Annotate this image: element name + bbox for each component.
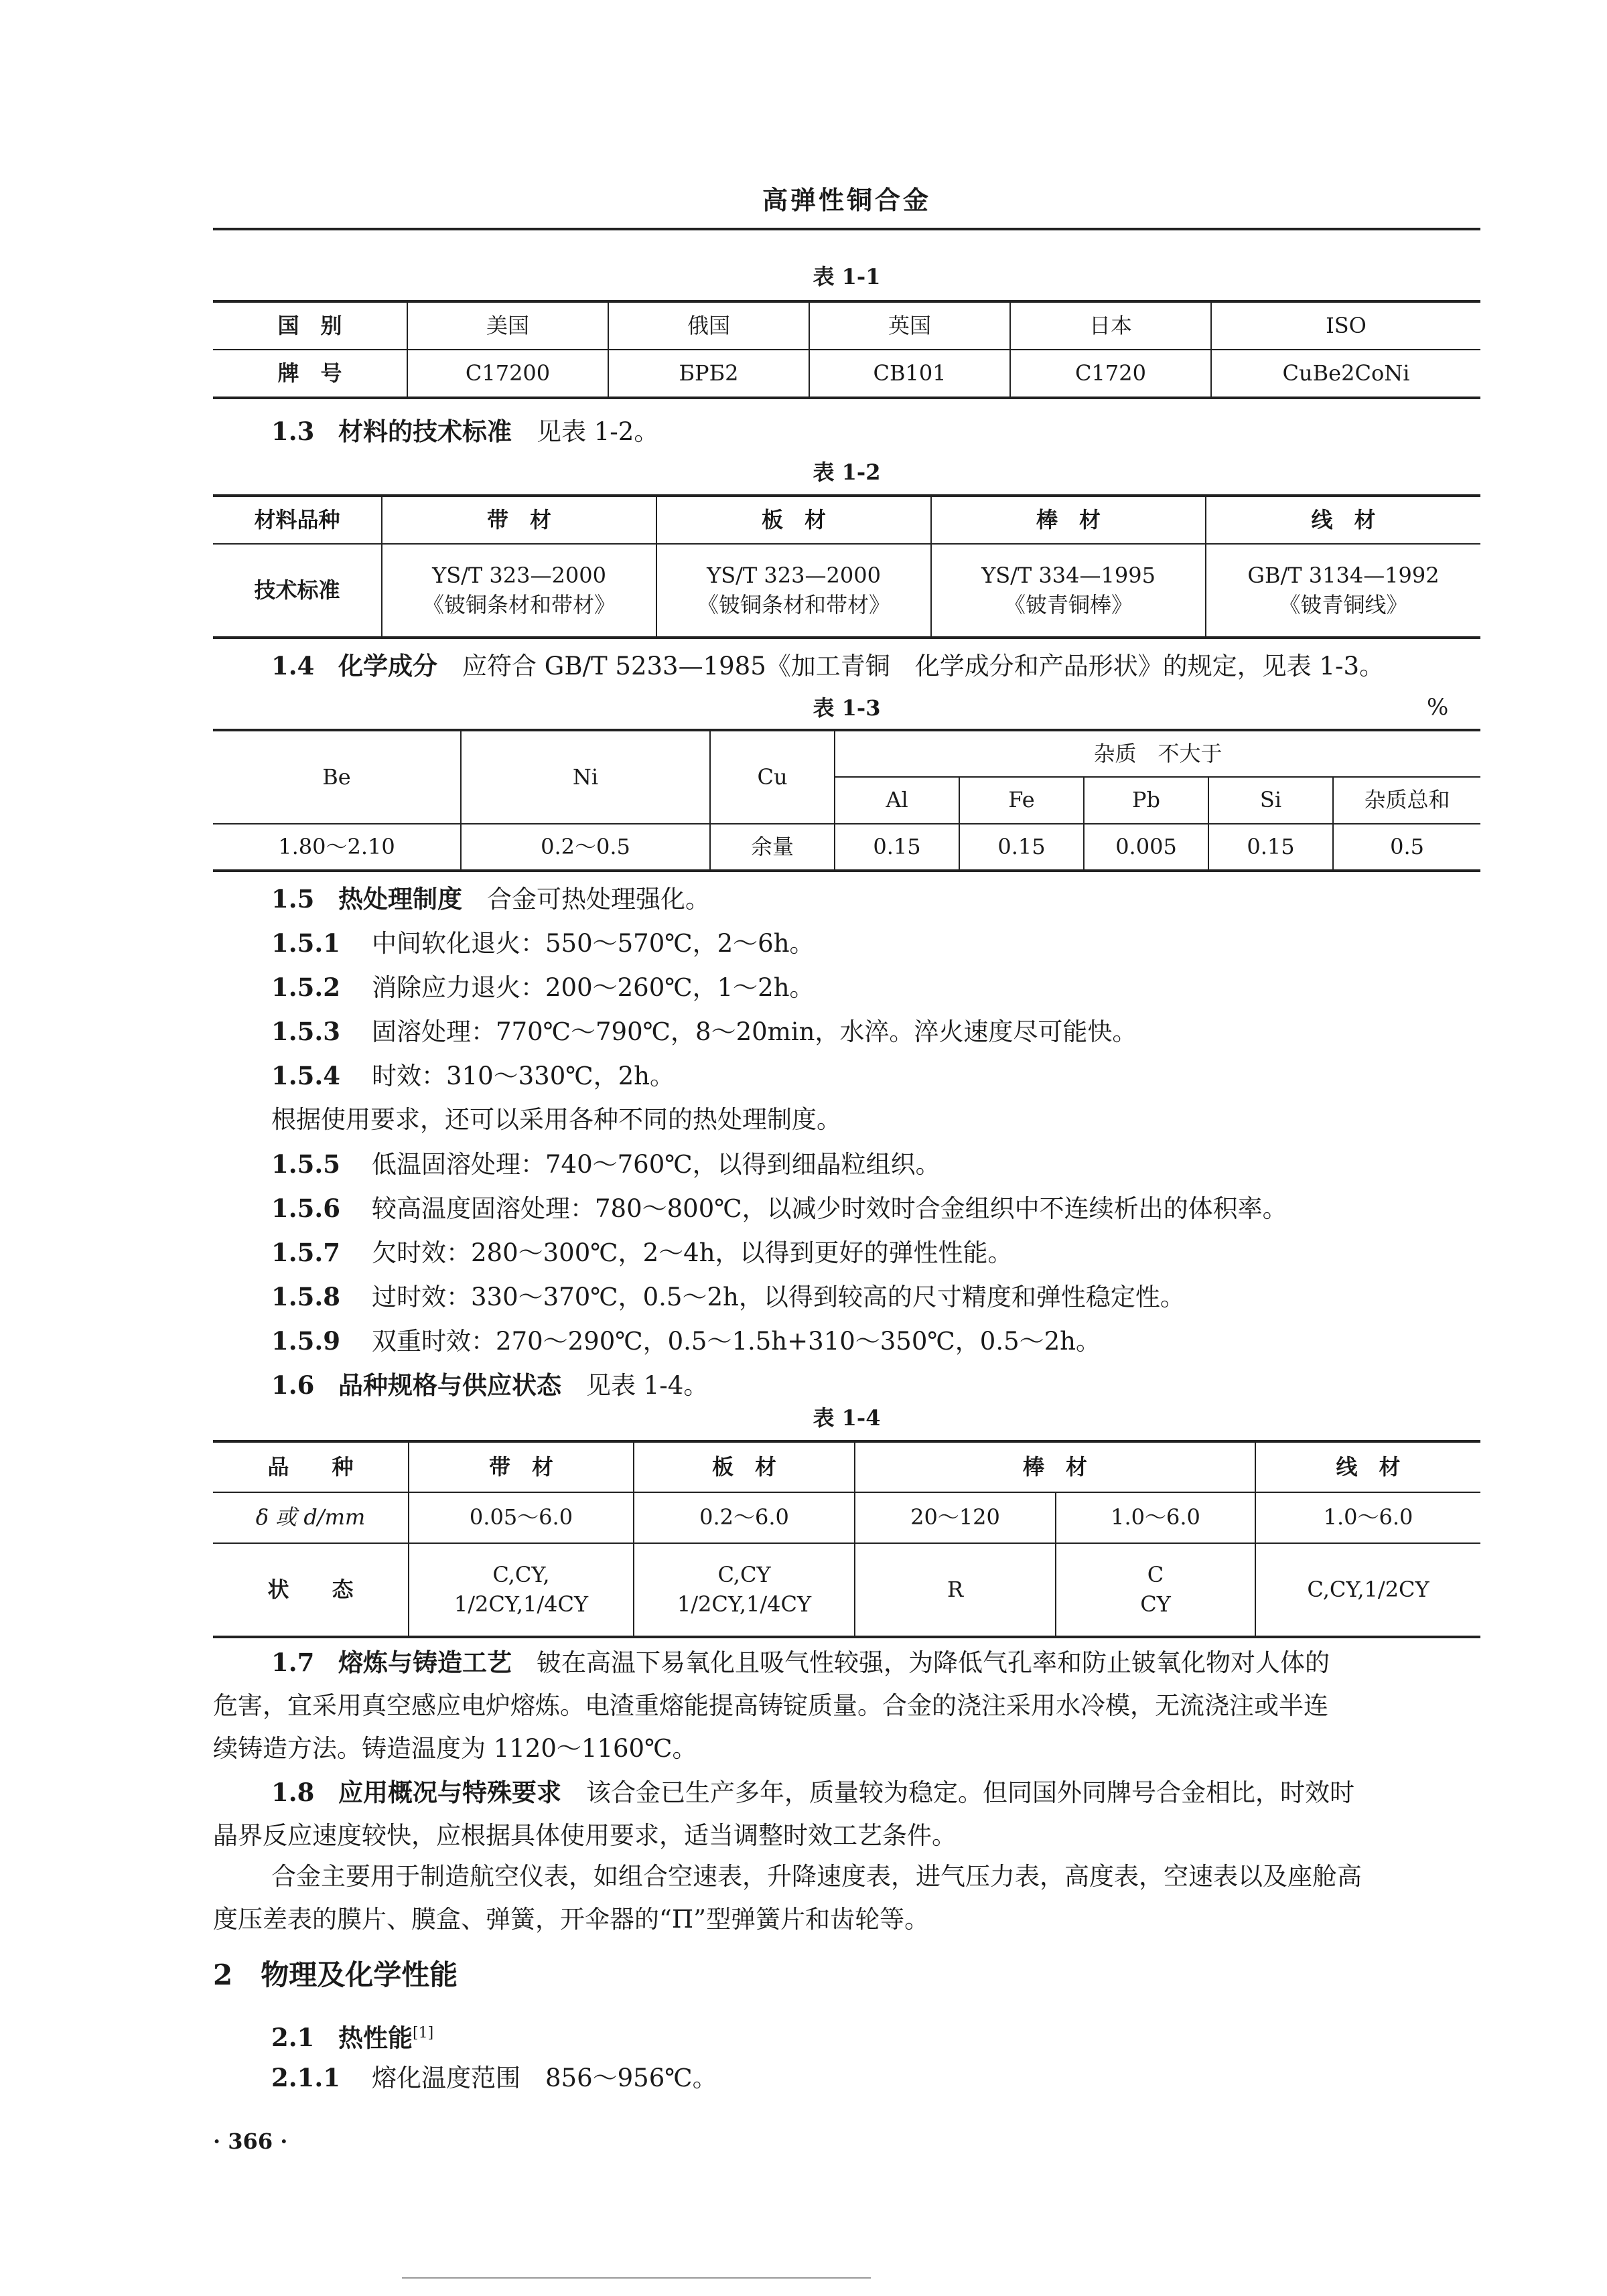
cell: Cu <box>710 730 835 824</box>
cell: 日本 <box>1010 301 1211 350</box>
para-heat-note: 根据使用要求，还可以采用各种不同的热处理制度。 <box>271 1105 841 1134</box>
cell: 0.2～6.0 <box>634 1492 855 1543</box>
cell: CB101 <box>809 350 1010 398</box>
cell: Al <box>835 777 959 824</box>
table-1-3 <box>213 729 1480 872</box>
cell: 美国 <box>407 301 608 350</box>
cell: 棒 材 <box>931 496 1206 544</box>
cell: 0.5 <box>1333 824 1480 871</box>
cell: 杂质总和 <box>1333 777 1480 824</box>
cell: R <box>855 1543 1056 1637</box>
cell: 棒 材 <box>855 1441 1255 1492</box>
cell: 余量 <box>710 824 835 871</box>
para-1-5-1: 1.5.1 中间软化退火：550～570℃，2～6h。 <box>271 928 815 958</box>
cell: 英国 <box>809 301 1010 350</box>
cell: 板 材 <box>634 1441 855 1492</box>
heat-treatment-block <box>271 877 1480 1408</box>
cell: 俄国 <box>608 301 809 350</box>
cell: 0.15 <box>1208 824 1333 871</box>
cell: C,CY, 1/2CY,1/4CY <box>409 1543 634 1637</box>
cell: 0.15 <box>835 824 959 871</box>
cell: 20～120 <box>855 1492 1056 1543</box>
para-2-1: 2.1 热性能[1] <box>271 2023 434 2053</box>
para-1-7: 1.7 熔炼与铸造工艺 铍在高温下易氧化且吸气性较强，为降低气孔率和防止铍氧化物对人体的 危害，宜采用真空感应电炉熔炼。电渣重熔能提高铸锭质量。合金的浇注采用水冷模，无流浇注或半连 续铸造方法。铸造温度为 1120～1160℃。 <box>213 1648 1330 1763</box>
cell: C CY <box>1056 1543 1255 1637</box>
cell: 状 态 <box>213 1543 409 1637</box>
cell: Fe <box>959 777 1084 824</box>
running-header: 高弹性铜合金 <box>762 185 931 215</box>
table-1-4 <box>213 1440 1480 1638</box>
cell: Si <box>1208 777 1333 824</box>
para-1-5-2: 1.5.2 消除应力退火：200～260℃，1～2h。 <box>271 973 815 1002</box>
page-number: · 366 · <box>213 2129 288 2154</box>
table-1-2-caption: 表 1-2 <box>813 459 881 485</box>
para-1-4: 1.4 化学成分 应符合 GB/T 5233—1985《加工青铜 化学成分和产品形状》的规定，见表 1-3。 <box>271 651 1385 680</box>
cell: Ni <box>461 730 710 824</box>
cell: 线 材 <box>1255 1441 1480 1492</box>
cell: Be <box>213 730 461 824</box>
cell: БРБ2 <box>608 350 809 398</box>
para-1-5-7: 1.5.7 欠时效：280～300℃，2～4h，以得到更好的弹性性能。 <box>271 1238 1013 1267</box>
cell: C,CY 1/2CY,1/4CY <box>634 1543 855 1637</box>
para-1-5-9: 1.5.9 双重时效：270～290℃，0.5～1.5h+310～350℃，0.5～2h。 <box>271 1326 1101 1356</box>
para-2-1-1: 2.1.1 熔化温度范围 856～956℃。 <box>271 2063 717 2092</box>
para-1-5-3: 1.5.3 固溶处理：770℃～790℃，8～20min，水淬。淬火速度尽可能快。 <box>271 1017 1137 1046</box>
cell: 牌 号 <box>213 350 407 398</box>
table-1-3-caption: 表 1-3 <box>813 695 881 721</box>
para-1-5-4: 1.5.4 时效：310～330℃，2h。 <box>271 1061 675 1090</box>
cell: YS/T 334—1995 《铍青铜棒》 <box>931 544 1206 638</box>
cell: ISO <box>1211 301 1480 350</box>
cell: 1.0～6.0 <box>1056 1492 1255 1543</box>
cell: 带 材 <box>382 496 656 544</box>
cell: CuBe2CoNi <box>1211 350 1480 398</box>
footer-rule <box>402 2277 871 2279</box>
cell: 技术标准 <box>213 544 382 638</box>
cell: YS/T 323—2000 《铍铜条材和带材》 <box>382 544 656 638</box>
cell: 0.2～0.5 <box>461 824 710 871</box>
cell: 带 材 <box>409 1441 634 1492</box>
cell: C17200 <box>407 350 608 398</box>
cell: C,CY,1/2CY <box>1255 1543 1480 1637</box>
cell: 板 材 <box>656 496 931 544</box>
cell: 品 种 <box>213 1441 409 1492</box>
cell: 1.0～6.0 <box>1255 1492 1480 1543</box>
cell: 1.80～2.10 <box>213 824 461 871</box>
para-usage: 合金主要用于制造航空仪表，如组合空速表，升降速度表，进气压力表，高度表，空速表以及座舱高 度压差表的膜片、膜盒、弹簧，开伞器的“Π”型弹簧片和齿轮等。 <box>213 1862 1362 1934</box>
para-1-6: 1.6 品种规格与供应状态 见表 1-4。 <box>271 1370 709 1400</box>
table-1-2 <box>213 494 1480 639</box>
cell: 0.05～6.0 <box>409 1492 634 1543</box>
cell: C1720 <box>1010 350 1211 398</box>
para-1-5: 1.5 热处理制度 合金可热处理强化。 <box>271 884 710 914</box>
para-1-5-8: 1.5.8 过时效：330～370℃，0.5～2h，以得到较高的尺寸精度和弹性稳定性。 <box>271 1282 1185 1311</box>
cell: 国 别 <box>213 301 407 350</box>
cell: YS/T 323—2000 《铍铜条材和带材》 <box>656 544 931 638</box>
cell: 0.005 <box>1084 824 1208 871</box>
table-1-1 <box>213 300 1480 399</box>
cell: GB/T 3134—1992 《铍青铜线》 <box>1206 544 1480 638</box>
cell: 杂质 不大于 <box>835 730 1480 777</box>
header-rule <box>213 228 1480 230</box>
section-2-heading: 2 物理及化学性能 <box>213 1958 458 1991</box>
cell: 0.15 <box>959 824 1084 871</box>
table-1-3-unit: % <box>1427 694 1449 721</box>
cell: Pb <box>1084 777 1208 824</box>
cell: δ 或 d/mm <box>213 1492 409 1543</box>
table-1-4-caption: 表 1-4 <box>813 1405 881 1431</box>
para-1-3: 1.3 材料的技术标准 见表 1-2。 <box>271 417 659 446</box>
para-1-5-6: 1.5.6 较高温度固溶处理：780～800℃，以减少时效时合金组织中不连续析出的体积率。 <box>271 1194 1287 1223</box>
cell: 线 材 <box>1206 496 1480 544</box>
table-1-1-caption: 表 1-1 <box>813 264 881 289</box>
para-1-8: 1.8 应用概况与特殊要求 该合金已生产多年，质量较为稳定。但同国外同牌号合金相比，时效时 晶界反应速度较快，应根据具体使用要求，适当调整时效工艺条件。 <box>213 1778 1354 1850</box>
cell: 材料品种 <box>213 496 382 544</box>
para-1-5-5: 1.5.5 低温固溶处理：740～760℃，以得到细晶粒组织。 <box>271 1149 940 1179</box>
